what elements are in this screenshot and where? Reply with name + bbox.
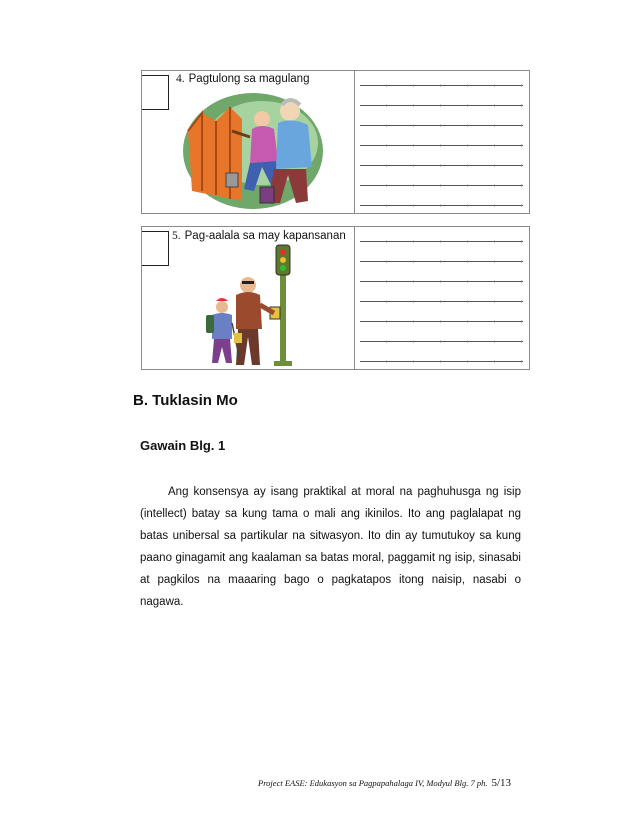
- activity-paragraph-text: Ang konsensya ay isang praktikal at moral na paghuhusga ng isip (intellect) batay sa kung tama o mali ang ikinilos. Ito ang paglalapat ng batas unibersal sa partikular na sitwasyon. Ito din ay tumutukoy sa kung paano ginagamit ang kaalaman sa batas moral, paggamit ng isip, sinasabi at pagkilos na maaaring bago o pagkatapos itong naisip, nasabi o nagawa.: [140, 486, 521, 608]
- item-5-text: Pag-aalala sa may kapansanan: [184, 230, 346, 242]
- item-4-box: [141, 70, 530, 214]
- answer-line[interactable]: [360, 301, 523, 302]
- item-5-checkbox[interactable]: [142, 231, 169, 266]
- section-heading: B. Tuklasin Mo: [133, 392, 238, 409]
- footer-text: Project EASE: Edukasyon sa Pagpapahalaga IV, Modyul Blg. 7 ph.: [258, 778, 488, 788]
- item-5-box: [141, 226, 530, 370]
- answer-line[interactable]: [360, 105, 523, 106]
- answer-line[interactable]: [360, 321, 523, 322]
- answer-line[interactable]: [360, 185, 523, 186]
- page-number: 5/13: [491, 777, 512, 789]
- answer-line[interactable]: [360, 85, 523, 86]
- item-4-number: 4.: [176, 73, 185, 85]
- answer-line[interactable]: [360, 281, 523, 282]
- answer-line[interactable]: [360, 341, 523, 342]
- activity-heading: Gawain Blg. 1: [140, 438, 226, 453]
- painting-fence-illustration: [182, 91, 324, 211]
- answer-line[interactable]: [360, 241, 523, 242]
- item-4-divider: [354, 71, 355, 213]
- answer-line[interactable]: [360, 361, 523, 362]
- answer-line[interactable]: [360, 125, 523, 126]
- crossing-street-illustration: [200, 243, 302, 369]
- answer-line[interactable]: [360, 165, 523, 166]
- item-5-divider: [354, 227, 355, 369]
- item-4-checkbox[interactable]: [142, 75, 169, 110]
- activity-paragraph: [140, 481, 521, 613]
- answer-line[interactable]: [360, 205, 523, 206]
- page-footer: [258, 777, 511, 789]
- answer-line[interactable]: [360, 261, 523, 262]
- item-5-number: 5.: [172, 230, 181, 242]
- item-4-label: [176, 73, 309, 85]
- item-5-label: [172, 230, 346, 242]
- item-4-text: Pagtulong sa magulang: [188, 73, 310, 85]
- answer-line[interactable]: [360, 145, 523, 146]
